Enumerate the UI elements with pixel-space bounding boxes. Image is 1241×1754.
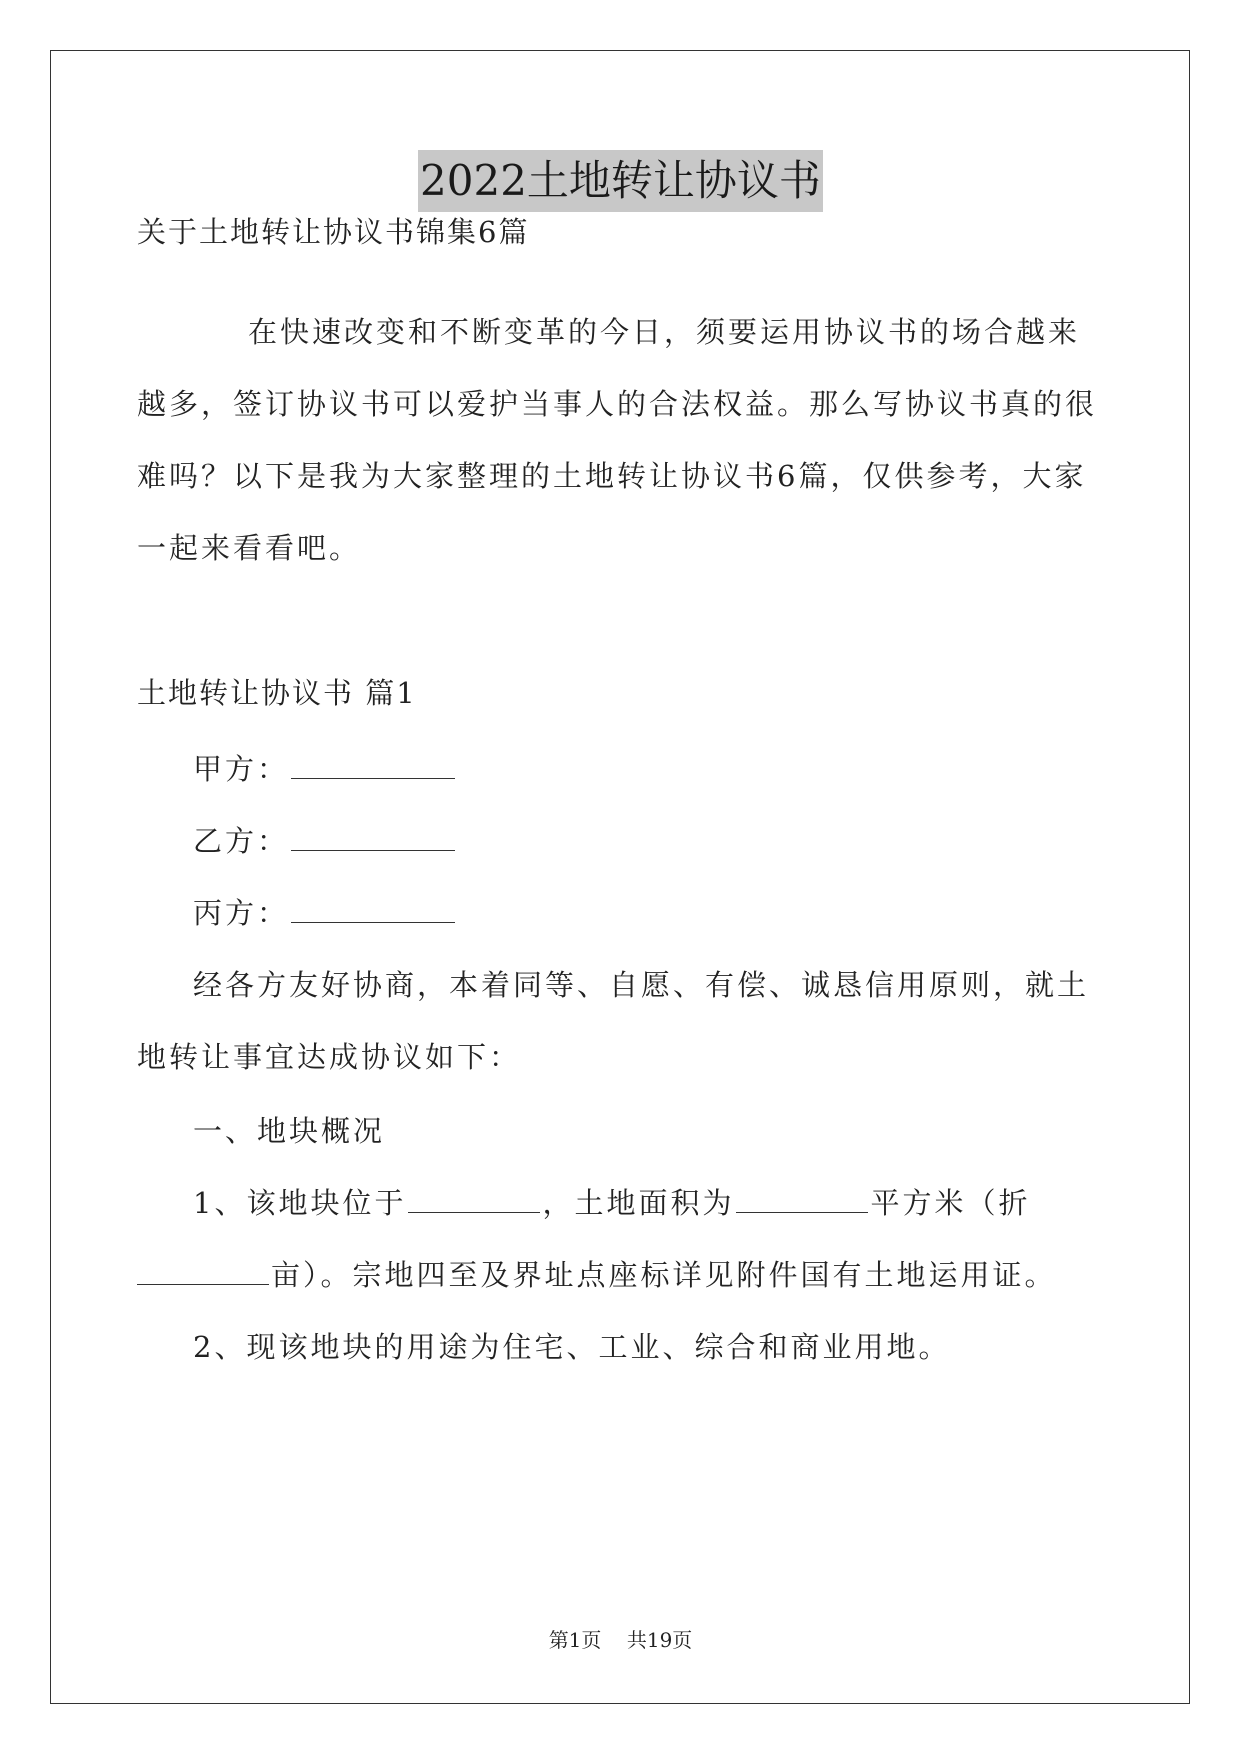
title-wrap	[0, 150, 1241, 212]
clause-1-part1: 1、该地块位于	[193, 1186, 407, 1220]
consensus-line-2: 地转让事宜达成协议如下：	[137, 1040, 522, 1074]
document-title: 2022土地转让协议书	[418, 150, 823, 212]
intro-line-1: 在快速改变和不断变革的今日，须要运用协议书的场合越来	[248, 315, 1081, 349]
section-heading: 土地转让协议书 篇1	[137, 676, 417, 710]
intro-line-3: 难吗？以下是我为大家整理的土地转让协议书6篇，仅供参考，大家	[137, 459, 1087, 493]
consensus-line-1: 经各方友好协商，本着同等、自愿、有偿、诚恳信用原则，就土	[193, 968, 1090, 1002]
clause-1-line-1	[193, 1183, 1030, 1223]
total-pages: 共19页	[626, 1628, 693, 1652]
clause-1-part3: 平方米（折	[870, 1186, 1031, 1220]
area-blank	[736, 1190, 868, 1213]
party-a-blank	[291, 756, 455, 779]
clause-1-part4: 亩）。宗地四至及界址点座标详见附件国有土地运用证。	[271, 1258, 1057, 1292]
party-a-label: 甲方：	[193, 752, 290, 786]
clause-2: 2、现该地块的用途为住宅、工业、综合和商业用地。	[193, 1330, 951, 1364]
clause-heading: 一、地块概况	[193, 1114, 386, 1148]
party-b-label: 乙方：	[193, 824, 290, 858]
page-number: 第1页	[548, 1628, 602, 1652]
party-b-blank	[291, 828, 455, 851]
intro-line-2: 越多，签订协议书可以爱护当事人的合法权益。那么写协议书真的很	[137, 387, 1098, 421]
party-c-label: 丙方：	[193, 896, 290, 930]
document-subtitle: 关于土地转让协议书锦集6篇	[137, 215, 530, 249]
party-c-row	[193, 893, 457, 933]
clause-1-part2: ，土地面积为	[542, 1186, 735, 1220]
party-b-row	[193, 821, 457, 861]
party-c-blank	[291, 900, 455, 923]
party-a-row	[193, 749, 457, 789]
location-blank	[408, 1190, 540, 1213]
clause-1-line-2	[137, 1255, 1057, 1295]
page-footer	[0, 1626, 1241, 1654]
mu-blank	[137, 1262, 269, 1285]
intro-line-4: 一起来看看吧。	[137, 531, 362, 565]
page-border	[50, 50, 1190, 1704]
